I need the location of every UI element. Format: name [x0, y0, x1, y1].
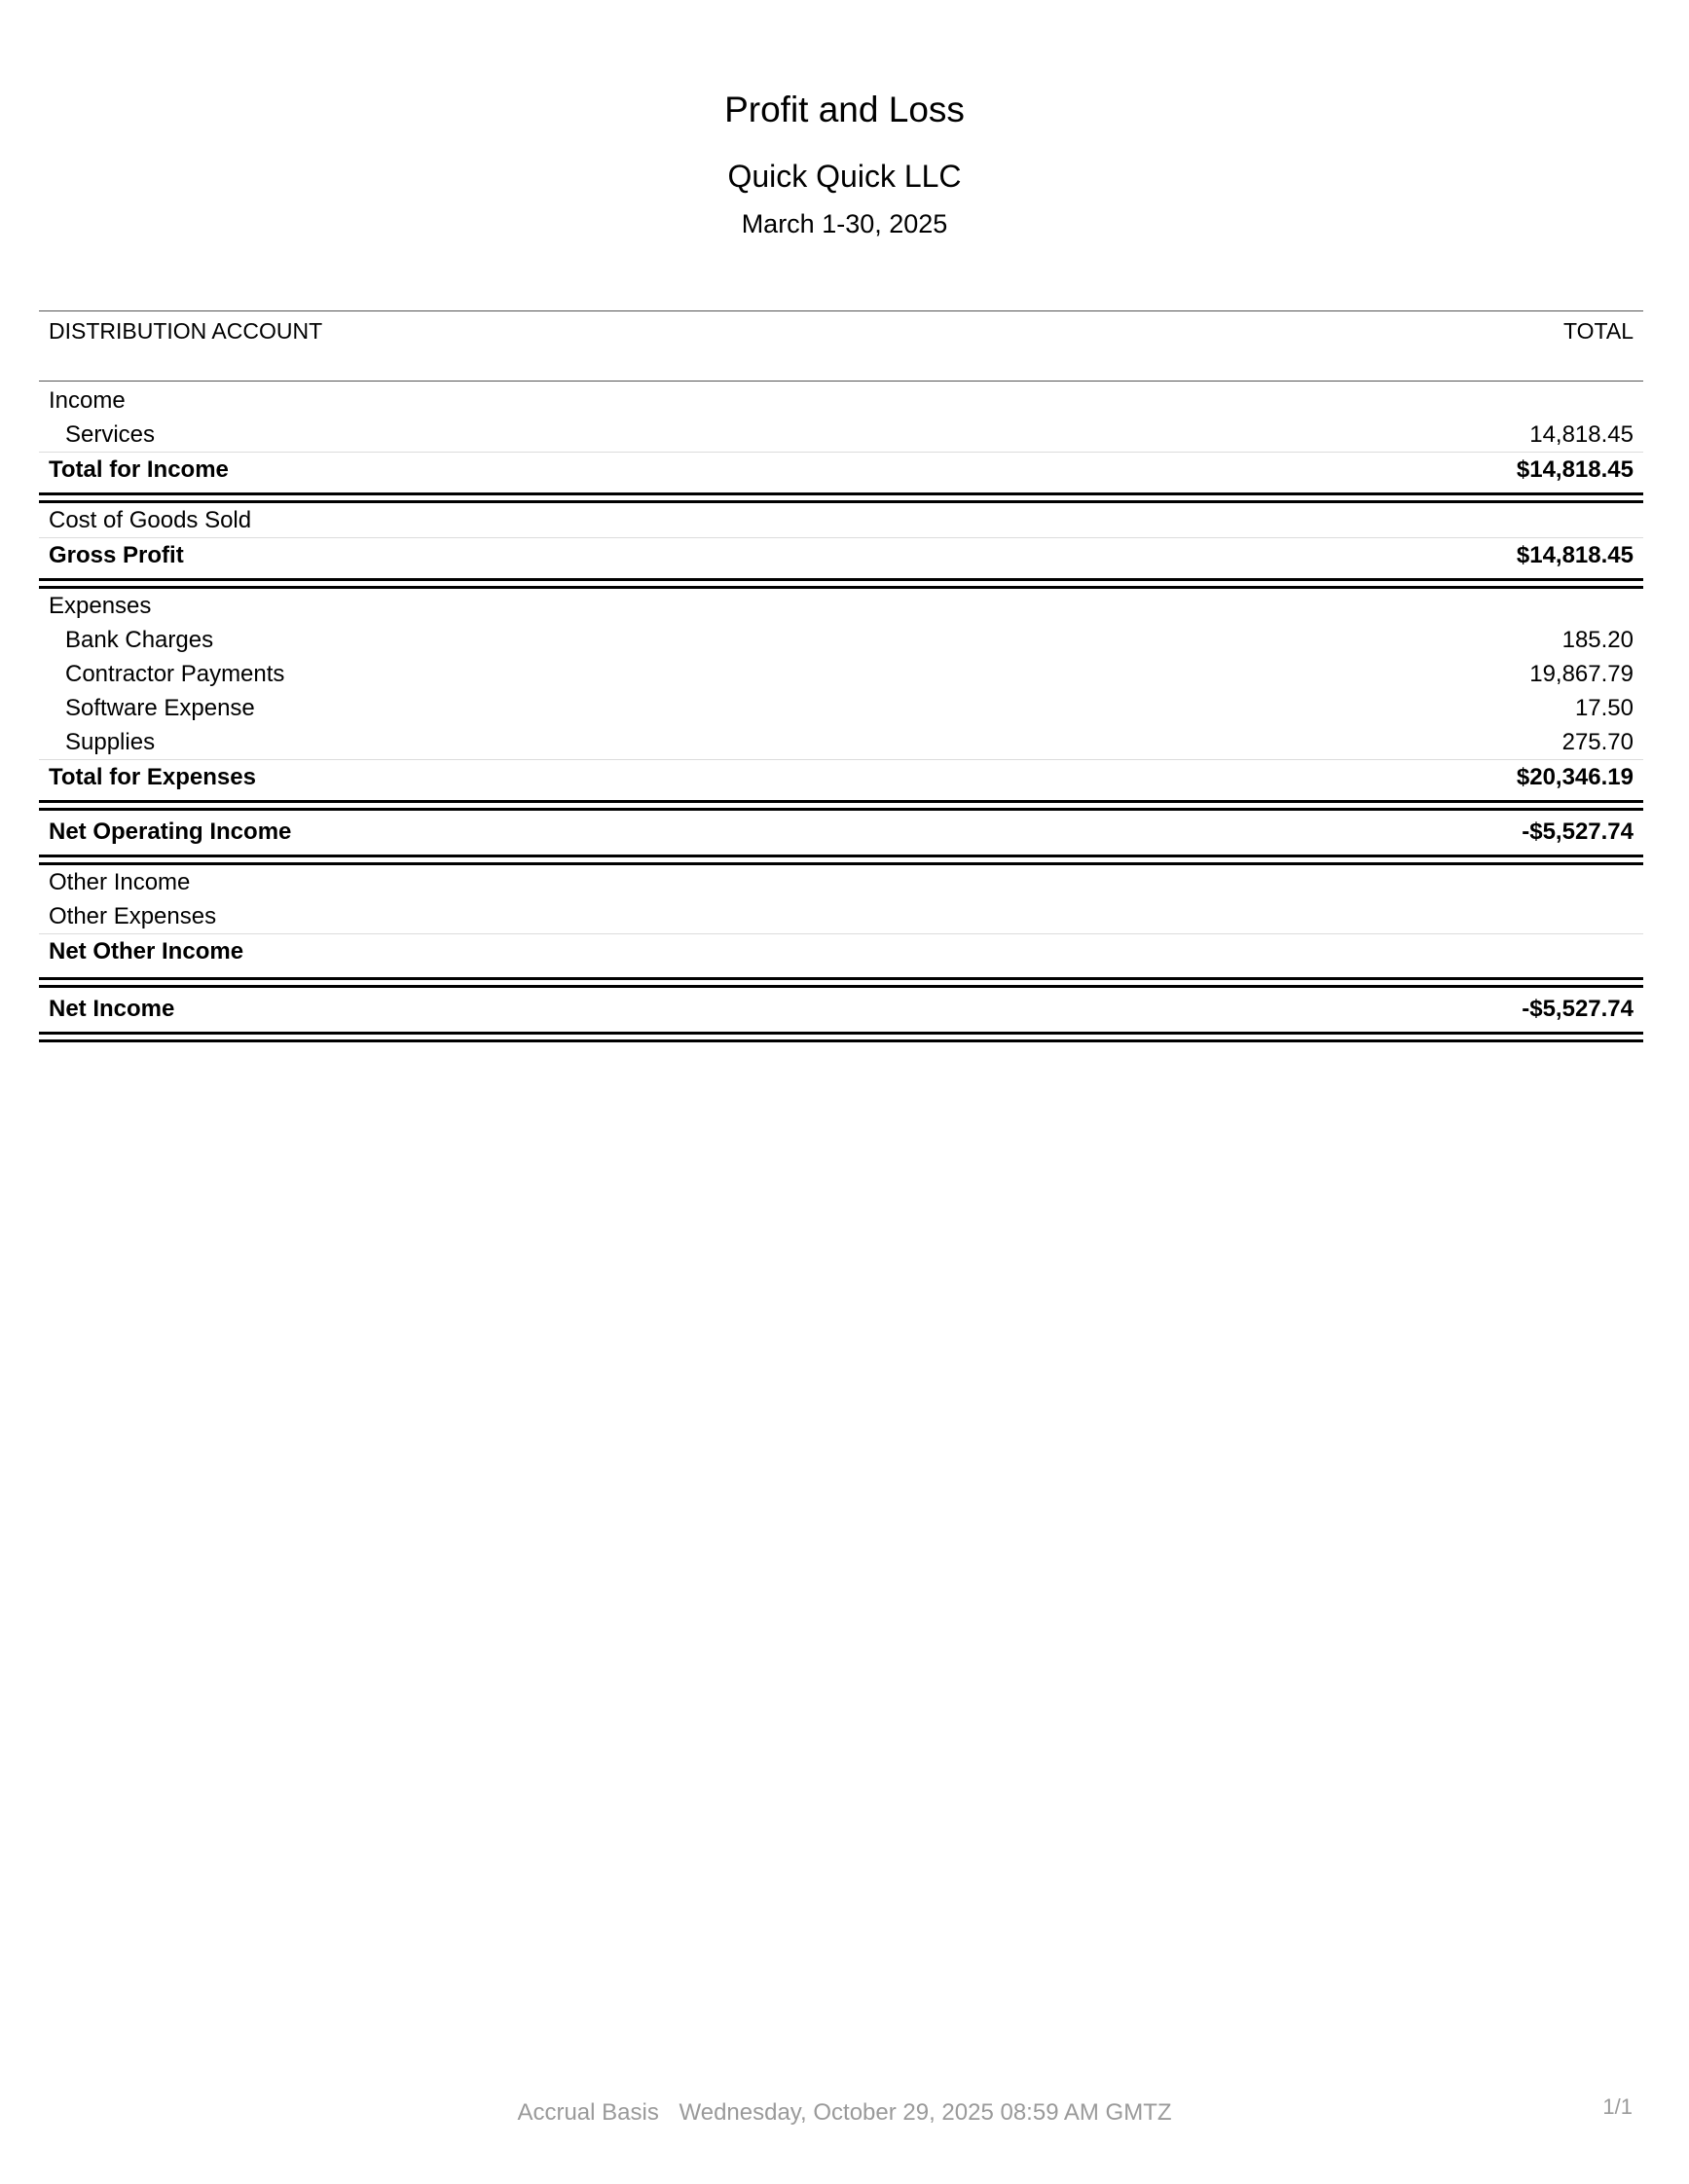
total-label: Net Income [49, 996, 175, 1022]
line-item-services [39, 418, 1643, 452]
line-item-contractor-payments [39, 657, 1643, 691]
column-header-row [39, 310, 1643, 382]
net-income-row [39, 992, 1643, 1026]
line-item-label: Contractor Payments [65, 661, 285, 687]
section-label: Other Income [49, 869, 191, 895]
line-item-software-expense [39, 691, 1643, 725]
section-label: Cost of Goods Sold [49, 507, 252, 533]
total-label: Gross Profit [49, 542, 184, 568]
line-item-amount: 19,867.79 [1529, 661, 1634, 687]
total-income-row [39, 452, 1643, 487]
line-item-label: Services [65, 421, 156, 448]
line-item-label: Supplies [65, 729, 156, 755]
double-rule [39, 578, 1643, 589]
line-item-label: Bank Charges [65, 627, 214, 653]
column-header-account: DISTRIBUTION ACCOUNT [49, 318, 323, 344]
section-other-income-header [39, 865, 1643, 899]
report-title: Profit and Loss [724, 90, 965, 129]
gross-profit-row [39, 537, 1643, 572]
double-rule [39, 800, 1643, 811]
line-item-bank-charges [39, 623, 1643, 657]
section-cogs-header [39, 503, 1643, 537]
report-footer [0, 2099, 1689, 2127]
generated-timestamp: Wednesday, October 29, 2025 08:59 AM GMTZ [679, 2099, 1172, 2126]
section-expenses-header [39, 589, 1643, 623]
line-item-amount: 17.50 [1574, 695, 1634, 721]
double-rule [39, 1032, 1643, 1042]
net-operating-income-row [39, 815, 1643, 849]
total-label: Net Operating Income [49, 819, 292, 845]
accounting-basis: Accrual Basis [517, 2099, 659, 2126]
line-item-amount: 14,818.45 [1529, 421, 1634, 448]
double-rule [39, 492, 1643, 503]
total-amount: -$5,527.74 [1522, 819, 1634, 845]
total-label: Total for Income [49, 456, 229, 483]
company-name: Quick Quick LLC [727, 159, 962, 194]
total-expenses-row [39, 759, 1643, 794]
total-amount: $14,818.45 [1516, 456, 1634, 483]
page-number: 1/1 [1602, 2094, 1633, 2119]
total-amount: $20,346.19 [1516, 764, 1634, 790]
report-period: March 1-30, 2025 [741, 209, 948, 238]
line-item-supplies [39, 725, 1643, 759]
section-other-expenses-header [39, 899, 1643, 933]
section-label: Expenses [49, 593, 152, 619]
net-other-income-row [39, 933, 1643, 968]
column-header-total: TOTAL [1563, 318, 1634, 344]
section-income-header [39, 383, 1643, 418]
total-amount: $14,818.45 [1516, 542, 1634, 568]
section-label: Other Expenses [49, 903, 217, 929]
double-rule [39, 977, 1643, 988]
double-rule [39, 855, 1643, 865]
total-label: Total for Expenses [49, 764, 256, 790]
total-amount: -$5,527.74 [1522, 996, 1634, 1022]
line-item-amount: 275.70 [1561, 729, 1634, 755]
section-label: Income [49, 387, 126, 414]
line-item-label: Software Expense [65, 695, 255, 721]
total-label: Net Other Income [49, 938, 244, 965]
line-item-amount: 185.20 [1561, 627, 1634, 653]
profit-loss-table [39, 310, 1643, 1042]
